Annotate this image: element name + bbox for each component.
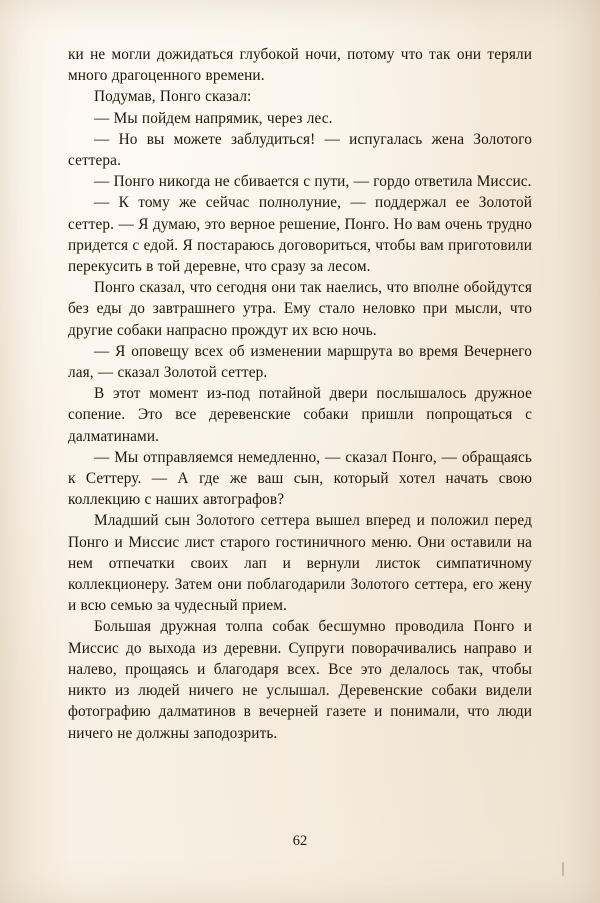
paragraph: — Мы отправляемся немедленно, — сказал Понго, — обращаясь к Сеттеру. — А где же ваш сын, который хотел начать свою коллекцию с наших автографов? — [68, 448, 532, 509]
page-edge-mark — [562, 862, 564, 876]
paragraph: Понго сказал, что сегодня они так наелись, что вполне обойдутся без еды до завтрашнего утра. Ему стало неловко при мысли, что другие собаки напрасно прождут их всю ночь. — [68, 279, 532, 339]
paragraph: Большая дружная толпа собак бесшумно проводила Понго и Миссис до выхода из деревни. Супруги поворачивались направо и налево, прощаясь и благодаря всех. Все это делалось так, чтобы никто из людей ничего не услышал. Деревенские собаки видели фотографию далматинов в вечерней газете и понимали, что люди ничего не должны заподозрить. — [68, 618, 532, 742]
page-number: 62 — [292, 833, 308, 849]
paragraph: — Понго никогда не сбивается с пути, — гордо ответила Миссис. — [94, 173, 532, 191]
paragraph: Младший сын Золотого сеттера вышел вперед и положил перед Понго и Миссис лист старого гостиничного меню. Они оставили на нем отпечатки своих лап и вернули листок симпатичному коллекционеру. Затем они поблагодарили Золотого сеттера, его жену и всю семью за чудесный прием. — [68, 512, 532, 615]
paragraph: — Я оповещу всех об изменении маршрута во время Вечернего лая, — сказал Золотой сеттер. — [68, 342, 532, 382]
paragraph: Подумав, Понго сказал: — [94, 88, 252, 106]
paragraph: — Но вы можете заблудиться! — испугалась жена Золотого сеттера. — [68, 130, 532, 170]
paragraph: — К тому же сейчас полнолуние, — поддержал ее Золотой сеттер. — Я думаю, это верное решение, Понго. Но вам очень трудно придется с едой. Я постараюсь договориться, чтобы вам приготовили перекусить в той деревне, что сразу за лесом. — [68, 194, 532, 276]
paragraph: В этот момент из-под потайной двери послышалось дружное сопение. Это все деревенские собаки пришли попрощаться с далматинами. — [68, 385, 532, 445]
paragraph: — Мы пойдем напрямик, через лес. — [94, 109, 333, 127]
body-text-column — [68, 44, 532, 744]
paragraph: ки не могли дожидаться глубокой ночи, потому что так они теряли много драгоценного времени. — [68, 46, 532, 85]
